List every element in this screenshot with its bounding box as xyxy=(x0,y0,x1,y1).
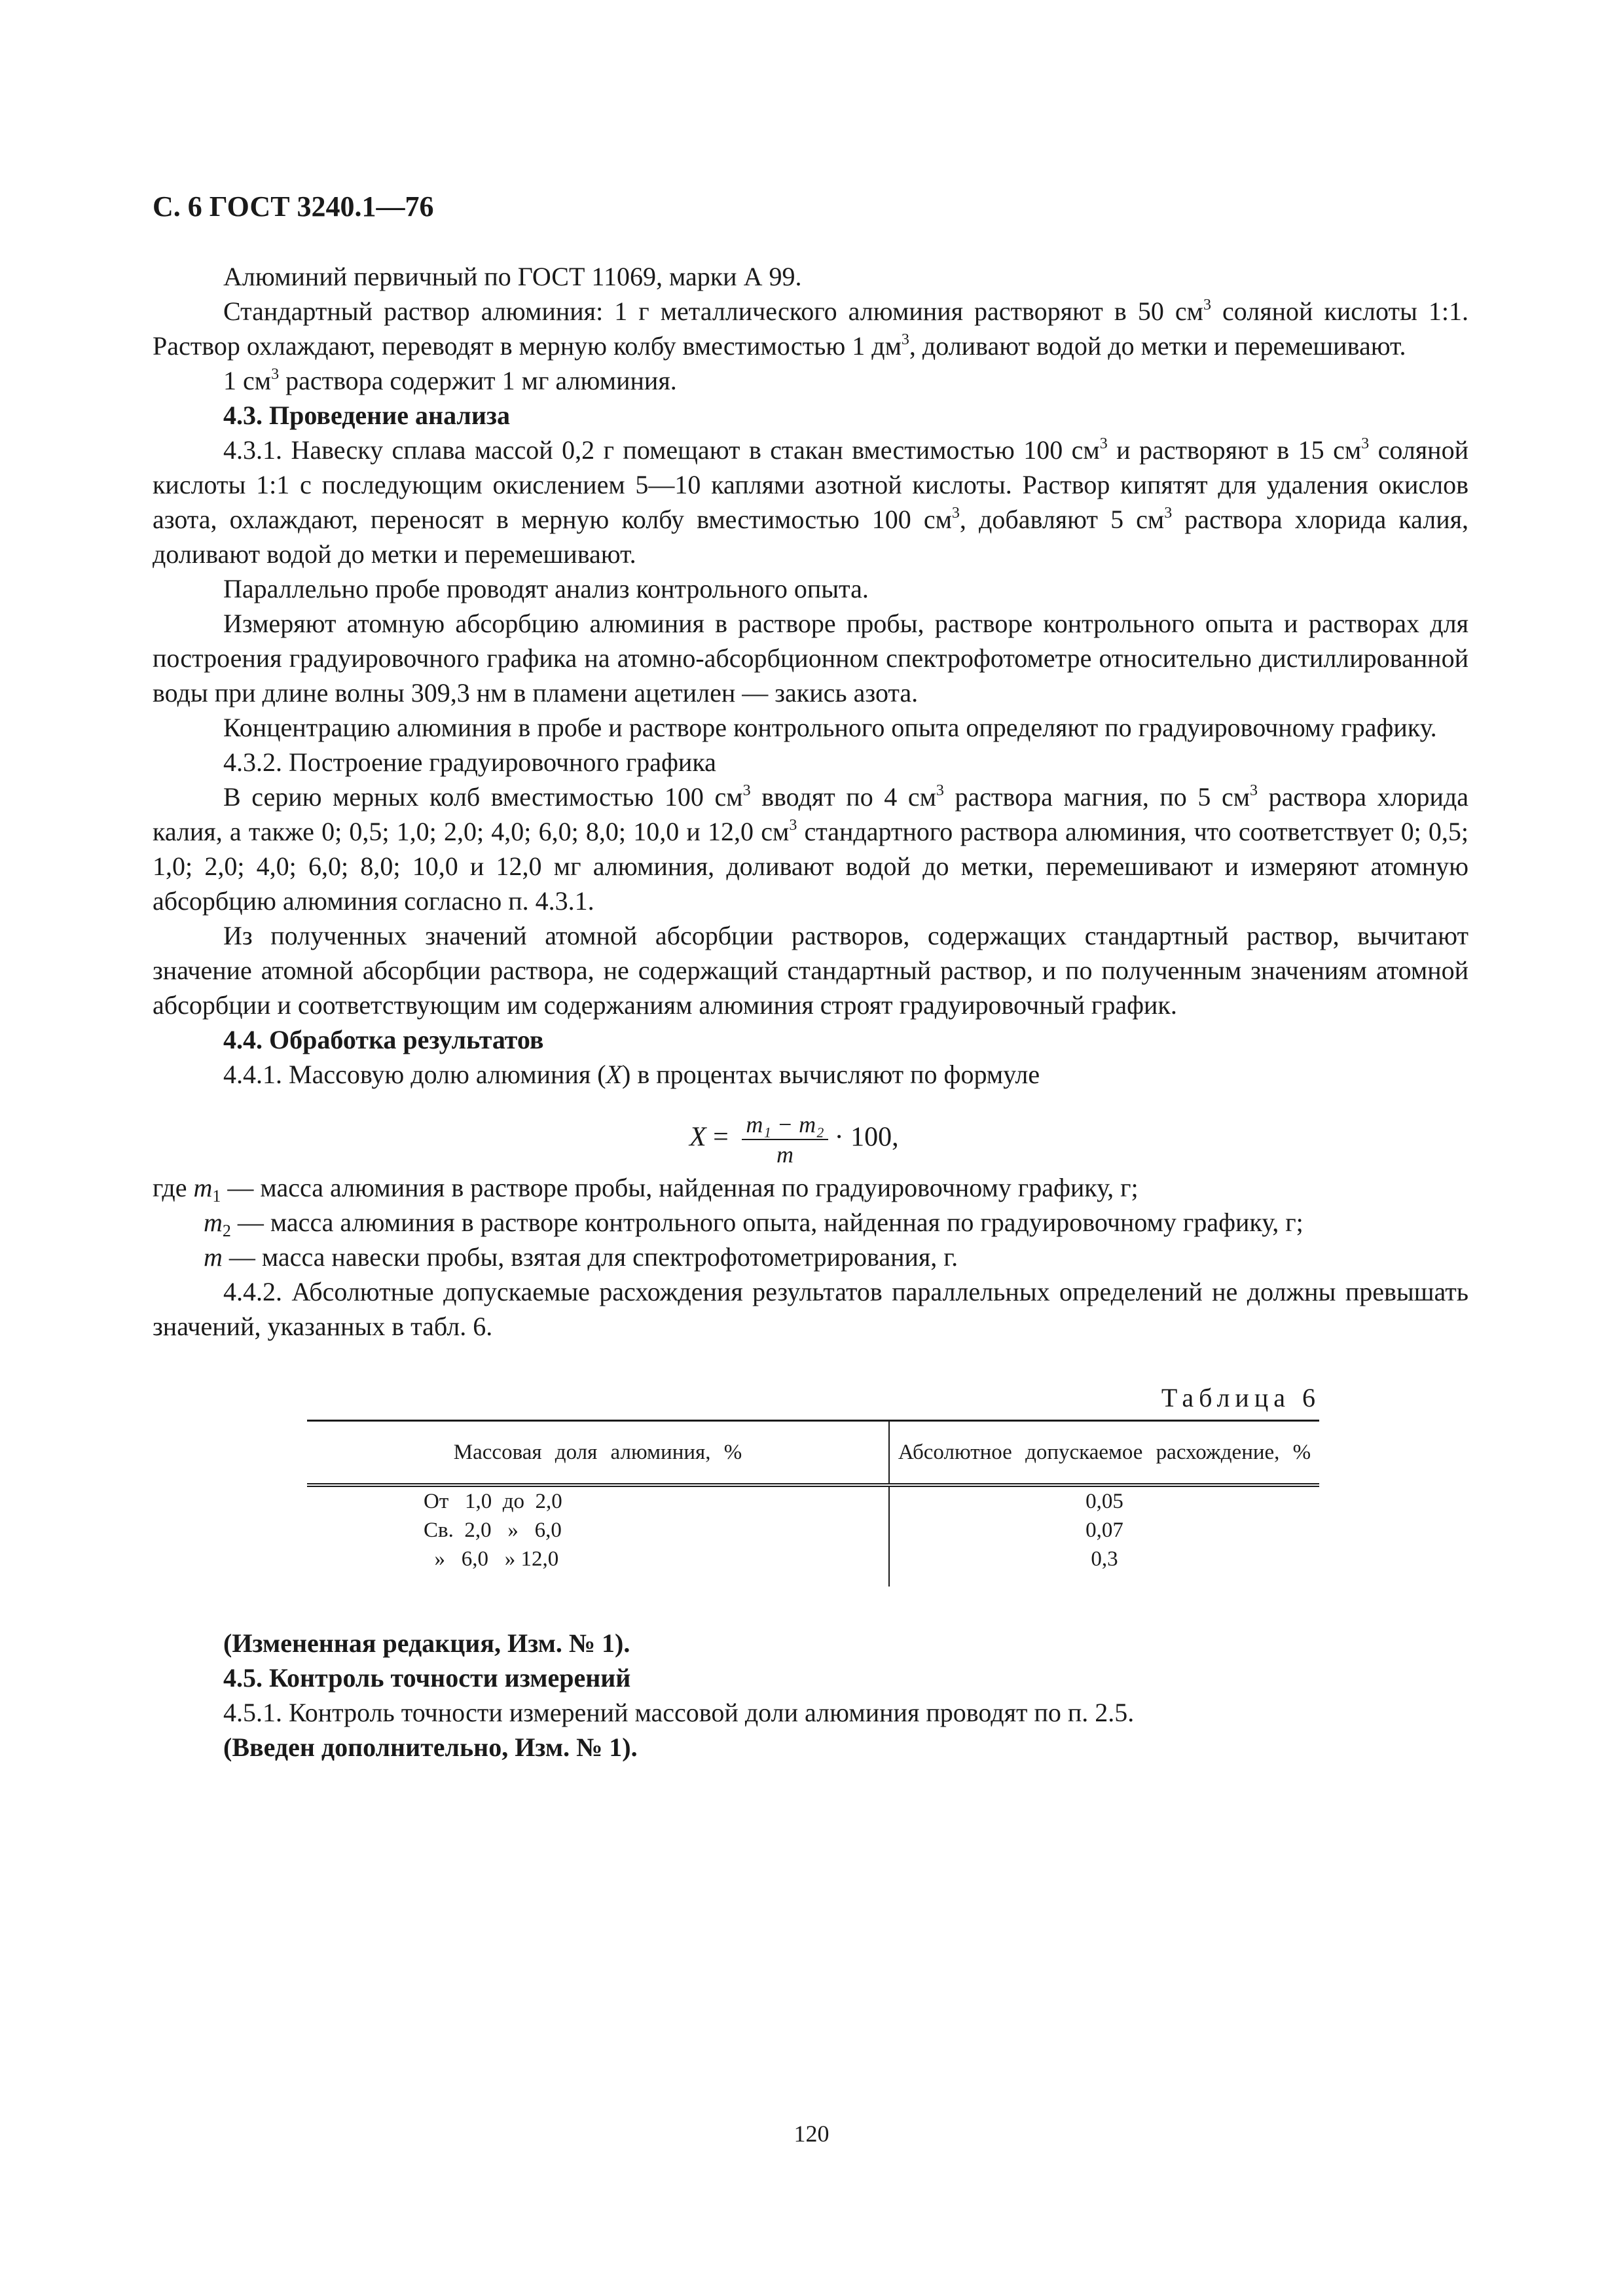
page-number: 120 xyxy=(793,2121,830,2147)
amendment-note-1: (Измененная редакция, Изм. № 1). xyxy=(223,1628,630,1658)
table-cell-range: От 1,0 до 2,0 xyxy=(307,1485,889,1516)
table-cell-range: » 6,0 » 12,0 xyxy=(307,1545,889,1587)
table-caption: Таблица 6 xyxy=(1161,1383,1321,1412)
paragraph-calibration-series: В серию мерных колб вместимостью 100 $см^3$ вводят по 4 $см^3$ раствора магния, по 5 $см^3$ раствора хлорида калия, а также 0; 0,5; 1,0; 2,0; 4,0; 6,0; 8,0; 10,0 и 12,0 $см^3$ стандартного раствора алюминия, что соответствует 0; 0,5; 1,0; 2,0; 4,0; 6,0; 8,0; 10,0 и 12,0 мг алюминия, доливают водой до метки, перемешивают и измеряют атомную абсорбцию алюминия согласно п. 4.3.1. xyxy=(153,782,1469,916)
paragraph-solution-contains: 1 $см^3$ раствора содержит 1 мг алюминия. xyxy=(223,366,677,395)
paragraph-4-3-1: 4.3.1. Навеску сплава массой 0,2 г помещают в стакан вместимостью 100 $см^3$ и растворяют в 15 $см^3$ соляной кислоты 1:1 с последующим окислением 5—10 каплями азотной кислоты. Раствор кипятят для удаления окислов азота, охлаждают, переносят в мерную колбу вместимостью 100 $см^3$, добавляют 5 $см^3$ раствора хлорида калия, доливают водой до метки и перемешивают. xyxy=(153,435,1468,569)
amendments-block xyxy=(153,1626,1468,1765)
table-header-row xyxy=(307,1421,1319,1486)
formula-lhs: X xyxy=(689,1122,706,1153)
table-cell-value: 0,3 xyxy=(1091,1547,1118,1571)
page-header: С. 6 ГОСТ 3240.1—76 xyxy=(153,190,434,223)
table-cell-range: Св. 2,0 » 6,0 xyxy=(307,1516,889,1545)
section-heading-4-4: 4.4. Обработка результатов xyxy=(223,1025,544,1054)
table-column-header: Массовая доля алюминия, % xyxy=(307,1421,889,1486)
table-row xyxy=(307,1516,1319,1545)
formula-rhs: · 100, xyxy=(834,1122,899,1153)
paragraph-parallel-control: Параллельно пробе проводят анализ контрольного опыта. xyxy=(223,574,869,603)
formula-fraction xyxy=(742,1110,828,1169)
document-body xyxy=(153,259,1468,1765)
definition-m2: $m_2$ — масса алюминия в растворе контрольного опыта, найденная по градуировочному графику, г; xyxy=(204,1208,1304,1240)
table-row xyxy=(307,1545,1319,1587)
paragraph-measure-absorption: Измеряют атомную абсорбцию алюминия в растворе пробы, растворе контрольного опыта и растворах для построения градуировочного графика на атомно-абсорбционном спектрофотометре относительно дистиллированной воды при длине волны 309,3 нм в пламени ацетилен — закись азота. xyxy=(153,609,1468,708)
paragraph-4-3-2: 4.3.2. Построение градуировочного графика xyxy=(223,747,716,777)
paragraph-aluminium-primary: Алюминий первичный по ГОСТ 11069, марки А 99. xyxy=(223,262,802,291)
formula-numerator: m₁ − m₂ xyxy=(742,1110,828,1140)
paragraph-calibration-graph: Из полученных значений атомной абсорбции растворов, содержащих стандартный раствор, вычитают значение атомной абсорбции раствора, не содержащий стандартный раствор, и по полученным значениям атомной абсорбции и соответствующим им содержаниям алюминия строят градуировочный график. xyxy=(153,921,1468,1020)
table-row xyxy=(307,1485,1319,1516)
table-cell-value: 0,07 xyxy=(1085,1518,1123,1542)
table-cell-value: 0,05 xyxy=(1085,1490,1123,1513)
amendment-note-2: (Введен дополнительно, Изм. № 1). xyxy=(223,1732,638,1762)
paragraph-concentration: Концентрацию алюминия в пробе и растворе контрольного опыта определяют по градуировочному графику. xyxy=(223,713,1437,742)
formula-denominator: m xyxy=(776,1141,793,1168)
formula-equals: = xyxy=(706,1122,736,1153)
definition-m: m — масса навески пробы, взятая для спектрофотометрирования, г. xyxy=(204,1242,958,1272)
paragraph-4-5-1: 4.5.1. Контроль точности измерений массовой доли алюминия проводят по п. 2.5. xyxy=(223,1698,1135,1727)
section-heading-4-5: 4.5. Контроль точности измерений xyxy=(223,1663,631,1693)
table-column-header: Абсолютное допускаемое расхождение, % xyxy=(889,1421,1319,1486)
formula-aluminium-fraction xyxy=(689,1110,899,1169)
table-6 xyxy=(307,1420,1319,1587)
formula-block xyxy=(153,1092,1468,1170)
section-heading-4-3: 4.3. Проведение анализа xyxy=(223,401,510,430)
paragraph-4-4-1: 4.4.1. Массовую долю алюминия (X) в процентах вычисляют по формуле xyxy=(223,1060,1040,1089)
paragraph-4-4-2: 4.4.2. Абсолютные допускаемые расхождения результатов параллельных определений не должны превышать значений, указанных в табл. 6. xyxy=(153,1277,1468,1341)
paragraph-standard-solution: Стандартный раствор алюминия: 1 г металлического алюминия растворяют в 50 $см^3$ соляной кислоты 1:1. Раствор охлаждают, переводят в мерную колбу вместимостью 1 $дм^3$, доливают водой до метки и перемешивают. xyxy=(153,296,1468,361)
formula-definitions xyxy=(153,1170,1468,1274)
definition-m1: где $m_1$ — масса алюминия в растворе пробы, найденная по градуировочному графику, г; xyxy=(153,1173,1139,1206)
